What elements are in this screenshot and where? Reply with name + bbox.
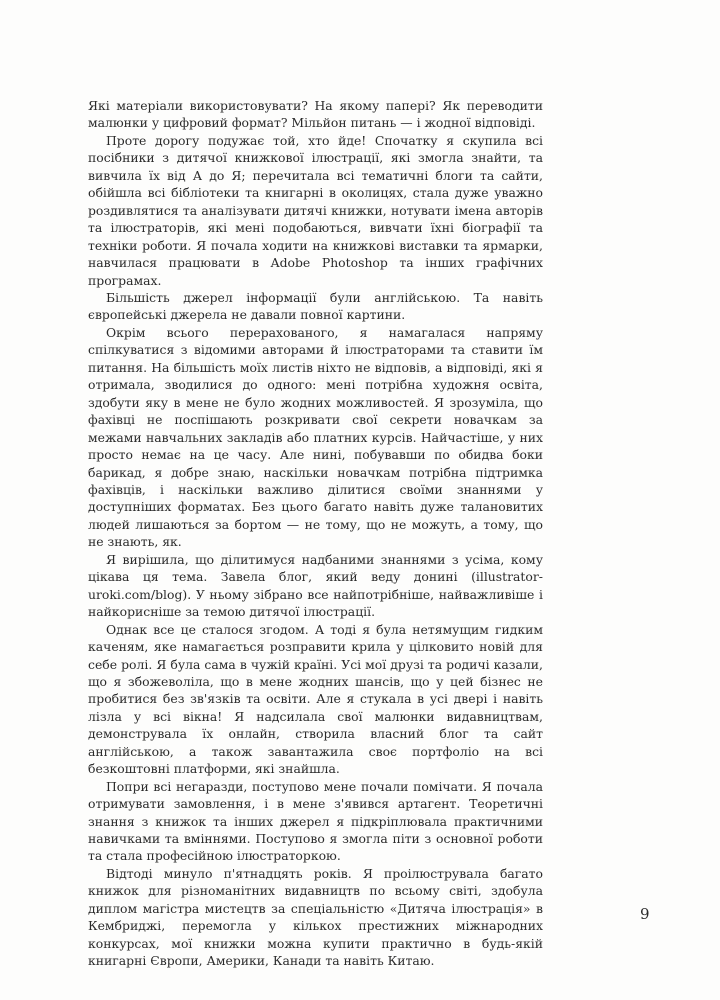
paragraph-3: Більшість джерел інформації були англійською. Та навіть європейські джерела не давали повної картини. — [88, 289, 543, 323]
page-number: 9 — [640, 905, 650, 923]
paragraph-4: Окрім всього перерахованого, я намагалася напряму спілкуватися з відомими авторами й ілюстраторами та ставити їм питання. На більшість моїх листів ніхто не відповів, а відповіді, які я отримала, зводилися до одного: мені потрібна художня освіта, здобути яку в мене не було жодних можливостей. Я зрозуміла, що фахівці не поспішають розкривати свої секрети новачкам за межами навчальних закладів або платних курсів. Найчастіше, у них просто немає на це часу. Але нині, побувавши по обидва боки барикад, я добре знаю, наскільки новачкам потрібна підтримка фахівців, і наскільки важливо ділитися своїми знаннями у доступніших форматах. Без цього багато навіть дуже талановитих людей лишаються за бортом — не тому, що не можуть, а тому, що не знають, як. — [88, 324, 543, 550]
paragraph-5: Я вирішила, що ділитимуся надбаними знаннями з усіма, кому цікава ця тема. Завела блог, який веду донині (illustrator-uroki.com/blog). У ньому зібрано все найпотрібніше, найважливіше і найкорисніше за темою дитячої ілюстрації. — [88, 551, 543, 620]
paragraph-2: Проте дорогу подужає той, хто йде! Спочатку я скупила всі посібники з дитячої книжкової ілюстрації, які змогла знайти, та вивчила їх від А до Я; перечитала всі тематичні блоги та сайти, обійшла всі бібліотеки та книгарні в околицях, стала дуже уважно роздивлятися та аналізувати дитячі книжки, нотувати імена авторів та ілюстраторів, які мені подобаються, вивчати їхні біографії та техніки роботи. Я почала ходити на книжкові виставки та ярмарки, навчилася працювати в Adobe Photoshop та інших графічних програмах. — [88, 132, 543, 288]
paragraph-1: Які матеріали використовувати? На якому папері? Як переводити малюнки у цифровий формат? Мільйон питань — і жодної відповіді. — [88, 98, 543, 131]
paragraph-8: Відтоді минуло п'ятнадцять років. Я проілюструвала багато книжок для різноманітних видавництв по всьому світі, здобула диплом магістра мистецтв за спеціальністю «Дитяча ілюстрація» в Кембриджі, перемогла у кількох престижних міжнародних конкурсах, мої книжки можна купити практично в будь-якій книгарні Європи, Америки, Канади та навіть Китаю. — [88, 865, 543, 969]
paragraph-6: Однак все це сталося згодом. А тоді я була нетямущим гидким каченям, яке намагається розправити крила у цілковито новій для себе ролі. Я була сама в чужій країні. Усі мої друзі та родичі казали, що я збожеволіла, що в мене жодних шансів, що у цей бізнес не пробитися без зв'язків та освіти. Але я стукала в усі двері і навіть лізла у всі вікна! Я надсилала свої малюнки видавництвам, демонструвала їх онлайн, створила власний блог та сайт англійською, а також завантажила своє портфоліо на всі безкоштовні платформи, які знайшла. — [88, 621, 543, 777]
body-text — [88, 97, 543, 970]
paragraph-7: Попри всі негаразди, поступово мене почали помічати. Я почала отримувати замовлення, і в мене з'явився артагент. Теоретичні знання з книжок та інших джерел я підкріплювала практичними навичками та вміннями. Поступово я змогла піти з основної роботи та стала професійною ілюстраторкою. — [88, 778, 543, 864]
